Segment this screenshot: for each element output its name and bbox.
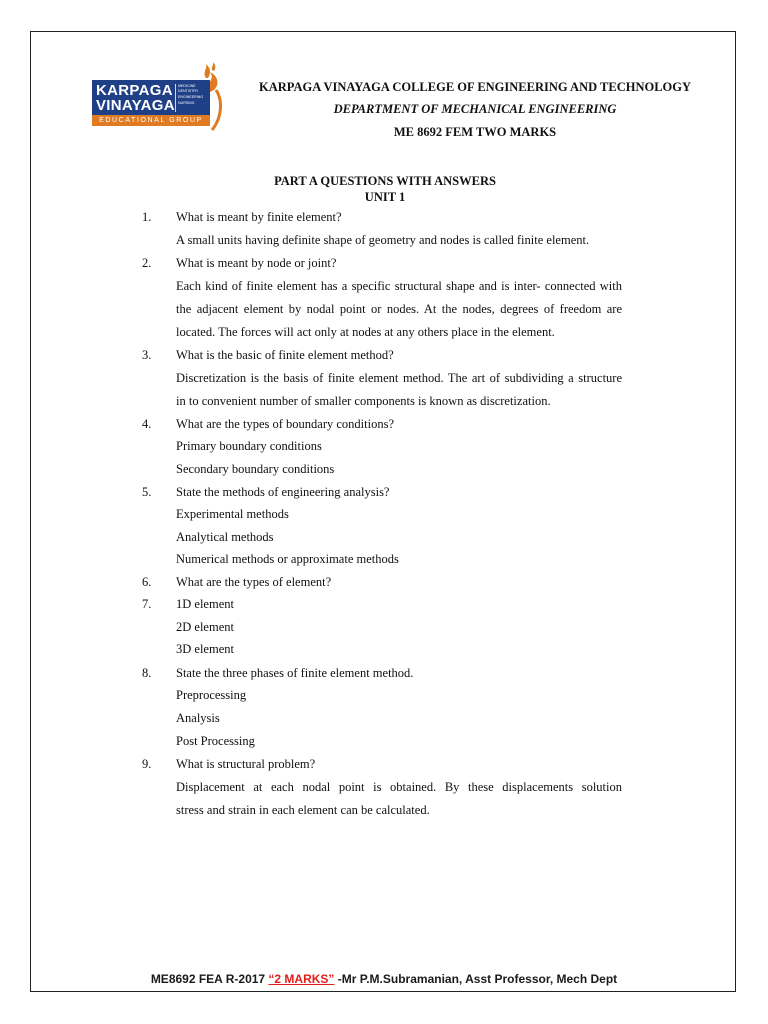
question-text: What are the types of element?: [176, 575, 332, 589]
course-title: ME 8692 FEM TWO MARKS: [393, 125, 557, 139]
answer-line: Analysis: [176, 711, 220, 725]
answer-line: A small units having definite shape of geometry and nodes is called finite element.: [176, 233, 590, 247]
question-text: What is meant by node or joint?: [176, 256, 337, 270]
logo-box: [92, 80, 210, 126]
answer-line: Post Processing: [176, 734, 255, 748]
logo-word-1: KARPAGA: [96, 82, 173, 99]
question-number: 9.: [142, 757, 152, 771]
logo-band: [92, 115, 210, 126]
logo-sub-1: MEDICINE: [178, 84, 196, 88]
answer-line: Primary boundary conditions: [176, 439, 322, 453]
answer-line: Discretization is the basis of finite element method. The art of subdividing a structure: [176, 371, 622, 385]
answer-line: in to convenient number of smaller components is known as discretization.: [176, 394, 551, 408]
logo-divider: [175, 84, 176, 112]
question-number: 1.: [142, 210, 152, 224]
answer-line: Numerical methods or approximate methods: [176, 552, 399, 566]
question-text: What is the basic of finite element method?: [176, 348, 394, 362]
department-name: DEPARTMENT OF MECHANICAL ENGINEERING: [333, 102, 617, 116]
answer-line: Secondary boundary conditions: [176, 462, 335, 476]
question-number: 8.: [142, 666, 152, 680]
question-text: State the methods of engineering analysis?: [176, 485, 390, 499]
answer-line: Displacement at each nodal point is obtained. By these displacements solution: [176, 780, 622, 794]
answer-line: Experimental methods: [176, 507, 289, 521]
logo-word-2: VINAYAGA: [96, 97, 175, 114]
question-text: What is meant by finite element?: [176, 210, 342, 224]
answer-line: 3D element: [176, 642, 234, 656]
answer-line: Each kind of finite element has a specific structural shape and is inter- connected with: [176, 279, 622, 293]
question-text: State the three phases of finite element method.: [176, 666, 414, 680]
logo-sub-3: ENGINEERING: [178, 95, 204, 99]
answer-line: 2D element: [176, 620, 234, 634]
question-text: What is structural problem?: [176, 757, 316, 771]
logo-sub-2: DENTISTRY: [178, 89, 199, 93]
question-number: 7.: [142, 597, 152, 611]
college-name: KARPAGA VINAYAGA COLLEGE OF ENGINEERING AND TECHNOLOGY: [258, 80, 692, 94]
page-footer: [0, 972, 768, 987]
answer-line: stress and strain in each element can be calculated.: [176, 803, 430, 817]
question-number: 5.: [142, 485, 152, 499]
answer-line: Analytical methods: [176, 530, 274, 544]
question-number: 3.: [142, 348, 152, 362]
answer-line: 1D element: [176, 597, 234, 611]
part-title: PART A QUESTIONS WITH ANSWERS: [274, 174, 496, 188]
question-number: 2.: [142, 256, 152, 270]
answer-line: located. The forces will act only at nodes at any others place in the element.: [176, 325, 555, 339]
logo-sub-4: NURSING: [178, 101, 195, 105]
answer-line: Preprocessing: [176, 688, 247, 702]
question-number: 4.: [142, 417, 152, 431]
footer-marks: “2 MARKS”: [268, 972, 335, 986]
logo-band-text: EDUCATIONAL GROUP: [99, 117, 203, 124]
answer-line: the adjacent element by nodal point or nodes. At the nodes, degrees of freedom are: [176, 302, 622, 316]
footer-course: ME8692 FEA R-2017: [150, 972, 269, 986]
footer-author: -Mr P.M.Subramanian, Asst Professor, Mech Dept: [334, 972, 618, 986]
question-text: What are the types of boundary conditions?: [176, 417, 394, 431]
unit-title: UNIT 1: [364, 190, 406, 204]
question-number: 6.: [142, 575, 152, 589]
college-logo: [92, 62, 222, 134]
